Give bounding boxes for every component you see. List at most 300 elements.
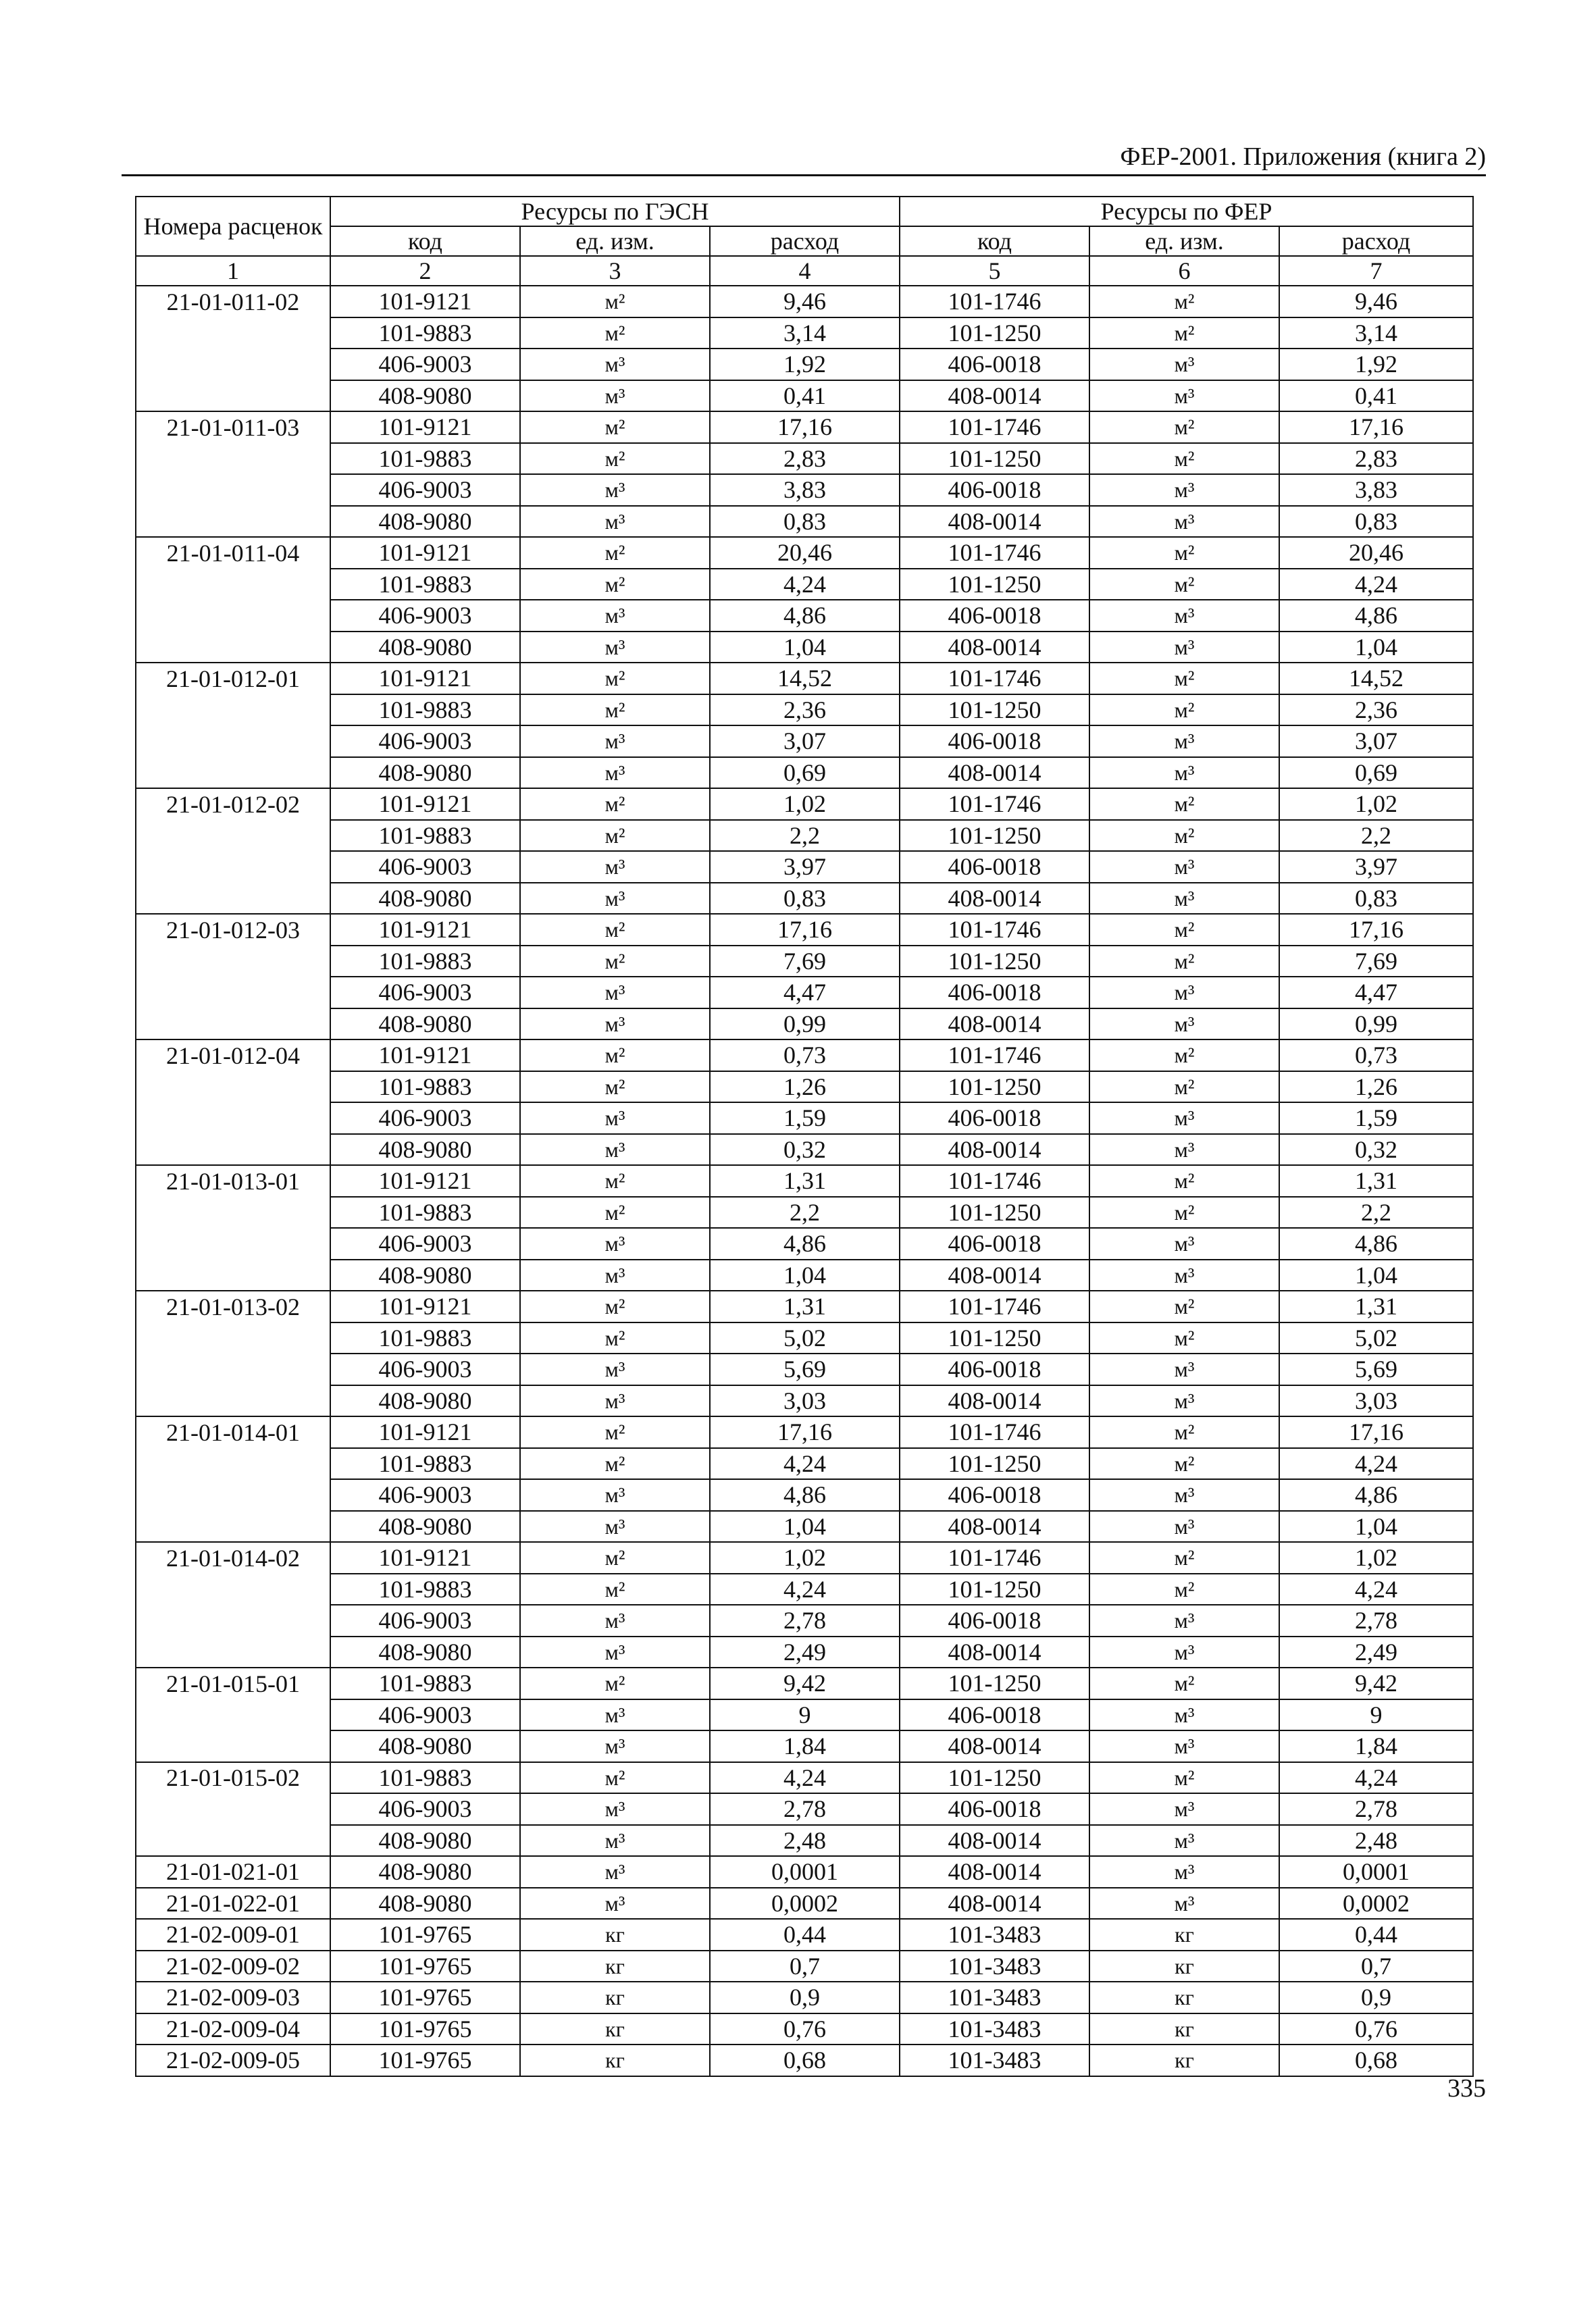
gesn-usage-cell: 1,04 <box>710 1260 900 1291</box>
gesn-code-cell: 408-9080 <box>330 1637 520 1668</box>
rate-number-cell <box>136 1699 330 1731</box>
gesn-code-cell: 101-9121 <box>330 537 520 569</box>
fer-code-cell: 101-3483 <box>900 2013 1089 2045</box>
rate-number-cell: 21-02-009-02 <box>136 1951 330 1982</box>
rate-number-cell <box>136 694 330 726</box>
fer-usage-cell: 1,02 <box>1279 788 1473 820</box>
fer-unit-cell: м² <box>1089 1574 1279 1605</box>
gesn-usage-cell: 14,52 <box>710 663 900 694</box>
fer-usage-cell: 2,48 <box>1279 1825 1473 1857</box>
header-fer-code: код <box>900 226 1089 256</box>
gesn-code-cell: 408-9080 <box>330 632 520 663</box>
gesn-code-cell: 101-9121 <box>330 1165 520 1197</box>
fer-code-cell: 101-3483 <box>900 1919 1089 1951</box>
fer-unit-cell: кг <box>1089 2045 1279 2076</box>
gesn-usage-cell: 0,69 <box>710 757 900 789</box>
fer-unit-cell: м² <box>1089 1071 1279 1103</box>
fer-code-cell: 101-1746 <box>900 1039 1089 1071</box>
table-row <box>136 349 1473 380</box>
gesn-usage-cell: 9,42 <box>710 1668 900 1699</box>
gesn-usage-cell: 1,59 <box>710 1102 900 1134</box>
fer-code-cell: 406-0018 <box>900 725 1089 757</box>
fer-usage-cell: 2,78 <box>1279 1605 1473 1637</box>
fer-usage-cell: 0,0001 <box>1279 1856 1473 1888</box>
gesn-unit-cell: м² <box>520 694 710 726</box>
gesn-code-cell: 408-9080 <box>330 883 520 915</box>
gesn-code-cell: 406-9003 <box>330 1228 520 1260</box>
column-number: 7 <box>1279 256 1473 286</box>
rate-number-cell <box>136 632 330 663</box>
fer-unit-cell: м² <box>1089 443 1279 475</box>
gesn-code-cell: 406-9003 <box>330 1605 520 1637</box>
gesn-usage-cell: 4,24 <box>710 569 900 600</box>
table-row <box>136 1511 1473 1543</box>
gesn-code-cell: 406-9003 <box>330 1479 520 1511</box>
rate-number-cell <box>136 380 330 412</box>
gesn-usage-cell: 0,44 <box>710 1919 900 1951</box>
fer-code-cell: 101-1250 <box>900 1574 1089 1605</box>
gesn-unit-cell: м² <box>520 1039 710 1071</box>
gesn-usage-cell: 1,02 <box>710 788 900 820</box>
table-row <box>136 1039 1473 1071</box>
fer-code-cell: 101-3483 <box>900 2045 1089 2076</box>
rate-number-cell: 21-01-012-02 <box>136 788 330 820</box>
gesn-usage-cell: 20,46 <box>710 537 900 569</box>
table-row <box>136 1542 1473 1574</box>
header-gesn: Ресурсы по ГЭСН <box>330 197 900 226</box>
fer-unit-cell: кг <box>1089 1951 1279 1982</box>
gesn-unit-cell: м² <box>520 1668 710 1699</box>
gesn-code-cell: 101-9765 <box>330 1982 520 2013</box>
gesn-unit-cell: м³ <box>520 1134 710 1166</box>
fer-unit-cell: м³ <box>1089 1730 1279 1762</box>
gesn-code-cell: 101-9883 <box>330 694 520 726</box>
gesn-unit-cell: кг <box>520 1982 710 2013</box>
fer-usage-cell: 0,76 <box>1279 2013 1473 2045</box>
fer-usage-cell: 4,24 <box>1279 1448 1473 1480</box>
gesn-usage-cell: 2,78 <box>710 1605 900 1637</box>
rate-number-cell <box>136 883 330 915</box>
fer-code-cell: 101-1746 <box>900 1291 1089 1322</box>
rate-number-cell: 21-02-009-03 <box>136 1982 330 2013</box>
gesn-usage-cell: 5,69 <box>710 1354 900 1385</box>
rate-number-cell <box>136 851 330 883</box>
header-rule <box>122 174 1486 176</box>
fer-usage-cell: 17,16 <box>1279 914 1473 946</box>
gesn-code-cell: 406-9003 <box>330 725 520 757</box>
fer-unit-cell: м³ <box>1089 1856 1279 1888</box>
gesn-code-cell: 406-9003 <box>330 474 520 506</box>
gesn-unit-cell: м³ <box>520 1511 710 1543</box>
gesn-usage-cell: 0,0001 <box>710 1856 900 1888</box>
fer-usage-cell: 17,16 <box>1279 411 1473 443</box>
gesn-usage-cell: 4,24 <box>710 1574 900 1605</box>
gesn-code-cell: 101-9883 <box>330 317 520 349</box>
gesn-usage-cell: 4,86 <box>710 1479 900 1511</box>
gesn-unit-cell: м³ <box>520 1605 710 1637</box>
table-row <box>136 1448 1473 1480</box>
gesn-unit-cell: м² <box>520 1291 710 1322</box>
fer-usage-cell: 1,31 <box>1279 1165 1473 1197</box>
table-row <box>136 1793 1473 1825</box>
gesn-unit-cell: м³ <box>520 1730 710 1762</box>
gesn-unit-cell: м³ <box>520 1260 710 1291</box>
fer-unit-cell: м³ <box>1089 1479 1279 1511</box>
gesn-unit-cell: м² <box>520 788 710 820</box>
gesn-unit-cell: кг <box>520 1951 710 1982</box>
table-row <box>136 632 1473 663</box>
rate-number-cell <box>136 1511 330 1543</box>
gesn-unit-cell: м³ <box>520 851 710 883</box>
fer-unit-cell: м³ <box>1089 1134 1279 1166</box>
gesn-usage-cell: 0,68 <box>710 2045 900 2076</box>
rate-number-cell <box>136 946 330 977</box>
table-row <box>136 506 1473 538</box>
rate-number-cell: 21-02-009-01 <box>136 1919 330 1951</box>
header-fer: Ресурсы по ФЕР <box>900 197 1473 226</box>
fer-code-cell: 406-0018 <box>900 474 1089 506</box>
header-fer-usage: расход <box>1279 226 1473 256</box>
fer-usage-cell: 4,24 <box>1279 1762 1473 1794</box>
fer-code-cell: 101-1250 <box>900 569 1089 600</box>
gesn-code-cell: 101-9121 <box>330 788 520 820</box>
table-row <box>136 1416 1473 1448</box>
fer-code-cell: 101-1250 <box>900 1668 1089 1699</box>
fer-unit-cell: м³ <box>1089 1793 1279 1825</box>
gesn-usage-cell: 2,2 <box>710 820 900 852</box>
gesn-unit-cell: м² <box>520 537 710 569</box>
gesn-code-cell: 406-9003 <box>330 1793 520 1825</box>
column-number: 2 <box>330 256 520 286</box>
rate-number-cell <box>136 569 330 600</box>
gesn-usage-cell: 0,9 <box>710 1982 900 2013</box>
gesn-code-cell: 101-9883 <box>330 1668 520 1699</box>
fer-usage-cell: 4,24 <box>1279 1574 1473 1605</box>
gesn-code-cell: 101-9883 <box>330 1071 520 1103</box>
gesn-unit-cell: м² <box>520 1762 710 1794</box>
rate-number-cell: 21-01-012-03 <box>136 914 330 946</box>
gesn-code-cell: 101-9121 <box>330 1542 520 1574</box>
gesn-code-cell: 408-9080 <box>330 1888 520 1920</box>
fer-unit-cell: м³ <box>1089 1385 1279 1417</box>
gesn-unit-cell: м³ <box>520 1856 710 1888</box>
fer-usage-cell: 0,68 <box>1279 2045 1473 2076</box>
gesn-unit-cell: м² <box>520 1322 710 1354</box>
header-rates: Номера расценок <box>136 197 330 256</box>
fer-unit-cell: м² <box>1089 1197 1279 1229</box>
gesn-usage-cell: 17,16 <box>710 411 900 443</box>
gesn-usage-cell: 17,16 <box>710 1416 900 1448</box>
gesn-usage-cell: 3,97 <box>710 851 900 883</box>
gesn-code-cell: 406-9003 <box>330 600 520 632</box>
fer-unit-cell: м³ <box>1089 1637 1279 1668</box>
fer-code-cell: 101-1746 <box>900 411 1089 443</box>
gesn-unit-cell: м³ <box>520 1793 710 1825</box>
fer-unit-cell: кг <box>1089 1982 1279 2013</box>
fer-usage-cell: 7,69 <box>1279 946 1473 977</box>
gesn-code-cell: 406-9003 <box>330 349 520 380</box>
column-number: 6 <box>1089 256 1279 286</box>
gesn-usage-cell: 1,92 <box>710 349 900 380</box>
gesn-usage-cell: 0,32 <box>710 1134 900 1166</box>
gesn-code-cell: 101-9121 <box>330 1291 520 1322</box>
fer-usage-cell: 9,42 <box>1279 1668 1473 1699</box>
fer-usage-cell: 0,41 <box>1279 380 1473 412</box>
gesn-usage-cell: 1,02 <box>710 1542 900 1574</box>
gesn-code-cell: 101-9765 <box>330 2045 520 2076</box>
rate-number-cell <box>136 1793 330 1825</box>
fer-unit-cell: м² <box>1089 1165 1279 1197</box>
gesn-usage-cell: 0,0002 <box>710 1888 900 1920</box>
fer-unit-cell: м² <box>1089 1039 1279 1071</box>
gesn-unit-cell: м² <box>520 1165 710 1197</box>
table-row <box>136 1134 1473 1166</box>
fer-code-cell: 406-0018 <box>900 1354 1089 1385</box>
table-row <box>136 569 1473 600</box>
fer-unit-cell: м³ <box>1089 725 1279 757</box>
table-row <box>136 1605 1473 1637</box>
fer-unit-cell: м³ <box>1089 1102 1279 1134</box>
fer-unit-cell: м³ <box>1089 1228 1279 1260</box>
gesn-code-cell: 101-9883 <box>330 1197 520 1229</box>
fer-usage-cell: 5,69 <box>1279 1354 1473 1385</box>
fer-code-cell: 406-0018 <box>900 1102 1089 1134</box>
fer-unit-cell: м² <box>1089 411 1279 443</box>
rate-number-cell <box>136 1260 330 1291</box>
column-number: 4 <box>710 256 900 286</box>
table-row <box>136 443 1473 475</box>
gesn-usage-cell: 1,84 <box>710 1730 900 1762</box>
gesn-code-cell: 408-9080 <box>330 380 520 412</box>
gesn-code-cell: 101-9883 <box>330 1762 520 1794</box>
fer-unit-cell: м² <box>1089 694 1279 726</box>
fer-code-cell: 406-0018 <box>900 1479 1089 1511</box>
gesn-unit-cell: м² <box>520 569 710 600</box>
rate-number-cell <box>136 1134 330 1166</box>
fer-usage-cell: 1,84 <box>1279 1730 1473 1762</box>
fer-code-cell: 101-1250 <box>900 1322 1089 1354</box>
gesn-code-cell: 101-9883 <box>330 1322 520 1354</box>
table-row <box>136 537 1473 569</box>
fer-code-cell: 408-0014 <box>900 632 1089 663</box>
rate-number-cell <box>136 1008 330 1040</box>
fer-unit-cell: м² <box>1089 1448 1279 1480</box>
rate-number-cell <box>136 1479 330 1511</box>
table-row <box>136 725 1473 757</box>
rate-number-cell: 21-01-011-03 <box>136 411 330 443</box>
fer-code-cell: 408-0014 <box>900 380 1089 412</box>
fer-usage-cell: 3,83 <box>1279 474 1473 506</box>
table-row <box>136 883 1473 915</box>
gesn-code-cell: 408-9080 <box>330 1856 520 1888</box>
gesn-unit-cell: кг <box>520 1919 710 1951</box>
rate-number-cell <box>136 1574 330 1605</box>
rate-number-cell <box>136 506 330 538</box>
fer-code-cell: 101-1250 <box>900 317 1089 349</box>
rate-number-cell <box>136 1605 330 1637</box>
rate-number-cell <box>136 1385 330 1417</box>
gesn-unit-cell: м² <box>520 1197 710 1229</box>
fer-usage-cell: 4,47 <box>1279 977 1473 1008</box>
fer-code-cell: 101-1250 <box>900 694 1089 726</box>
table-row <box>136 1637 1473 1668</box>
gesn-unit-cell: м² <box>520 411 710 443</box>
gesn-code-cell: 101-9883 <box>330 569 520 600</box>
gesn-usage-cell: 3,03 <box>710 1385 900 1417</box>
gesn-code-cell: 101-9765 <box>330 2013 520 2045</box>
fer-code-cell: 101-1250 <box>900 820 1089 852</box>
table-row <box>136 2013 1473 2045</box>
fer-usage-cell: 0,9 <box>1279 1982 1473 2013</box>
fer-unit-cell: м² <box>1089 1291 1279 1322</box>
table-row <box>136 1165 1473 1197</box>
fer-unit-cell: м³ <box>1089 1008 1279 1040</box>
fer-code-cell: 406-0018 <box>900 600 1089 632</box>
fer-unit-cell: м² <box>1089 1416 1279 1448</box>
gesn-unit-cell: м³ <box>520 1825 710 1857</box>
fer-code-cell: 101-1250 <box>900 1071 1089 1103</box>
fer-code-cell: 406-0018 <box>900 1605 1089 1637</box>
fer-unit-cell: м² <box>1089 1542 1279 1574</box>
fer-code-cell: 408-0014 <box>900 1856 1089 1888</box>
rate-number-cell: 21-02-009-05 <box>136 2045 330 2076</box>
fer-unit-cell: м³ <box>1089 883 1279 915</box>
gesn-usage-cell: 4,47 <box>710 977 900 1008</box>
gesn-usage-cell: 3,14 <box>710 317 900 349</box>
table-row <box>136 1102 1473 1134</box>
gesn-usage-cell: 4,24 <box>710 1762 900 1794</box>
gesn-unit-cell: м² <box>520 1071 710 1103</box>
gesn-usage-cell: 2,49 <box>710 1637 900 1668</box>
fer-usage-cell: 1,31 <box>1279 1291 1473 1322</box>
rate-number-cell: 21-01-022-01 <box>136 1888 330 1920</box>
rate-number-cell <box>136 1825 330 1857</box>
gesn-usage-cell: 2,2 <box>710 1197 900 1229</box>
fer-code-cell: 101-1250 <box>900 443 1089 475</box>
gesn-usage-cell: 0,76 <box>710 2013 900 2045</box>
header-gesn-code: код <box>330 226 520 256</box>
fer-code-cell: 101-1250 <box>900 1197 1089 1229</box>
fer-code-cell: 101-3483 <box>900 1951 1089 1982</box>
gesn-code-cell: 101-9883 <box>330 946 520 977</box>
gesn-unit-cell: м³ <box>520 1699 710 1731</box>
gesn-unit-cell: м³ <box>520 632 710 663</box>
table-row <box>136 1762 1473 1794</box>
fer-usage-cell: 4,86 <box>1279 1479 1473 1511</box>
fer-usage-cell: 1,02 <box>1279 1542 1473 1574</box>
gesn-code-cell: 408-9080 <box>330 757 520 789</box>
table-row <box>136 1888 1473 1920</box>
table-row <box>136 600 1473 632</box>
table-row <box>136 1354 1473 1385</box>
fer-unit-cell: м² <box>1089 788 1279 820</box>
gesn-code-cell: 408-9080 <box>330 1008 520 1040</box>
fer-code-cell: 408-0014 <box>900 1511 1089 1543</box>
column-number: 5 <box>900 256 1089 286</box>
gesn-usage-cell: 3,07 <box>710 725 900 757</box>
fer-code-cell: 101-1250 <box>900 1448 1089 1480</box>
fer-code-cell: 408-0014 <box>900 1730 1089 1762</box>
fer-usage-cell: 0,83 <box>1279 883 1473 915</box>
fer-unit-cell: м³ <box>1089 506 1279 538</box>
rate-number-cell <box>136 1071 330 1103</box>
gesn-unit-cell: м² <box>520 317 710 349</box>
gesn-code-cell: 408-9080 <box>330 1825 520 1857</box>
fer-code-cell: 408-0014 <box>900 1134 1089 1166</box>
table-row <box>136 946 1473 977</box>
table-row <box>136 757 1473 789</box>
fer-code-cell: 101-1746 <box>900 788 1089 820</box>
fer-usage-cell: 1,26 <box>1279 1071 1473 1103</box>
fer-code-cell: 406-0018 <box>900 1793 1089 1825</box>
gesn-unit-cell: м³ <box>520 1228 710 1260</box>
gesn-unit-cell: м³ <box>520 883 710 915</box>
rate-number-cell: 21-01-011-04 <box>136 537 330 569</box>
rate-number-cell <box>136 977 330 1008</box>
rate-number-cell <box>136 820 330 852</box>
gesn-usage-cell: 0,41 <box>710 380 900 412</box>
table-row <box>136 851 1473 883</box>
gesn-usage-cell: 4,24 <box>710 1448 900 1480</box>
gesn-usage-cell: 4,86 <box>710 1228 900 1260</box>
gesn-usage-cell: 9,46 <box>710 286 900 317</box>
rate-number-cell <box>136 1448 330 1480</box>
rate-number-cell: 21-01-015-01 <box>136 1668 330 1699</box>
table-row <box>136 286 1473 317</box>
table-row <box>136 1479 1473 1511</box>
gesn-unit-cell: м³ <box>520 725 710 757</box>
gesn-usage-cell: 1,31 <box>710 1291 900 1322</box>
gesn-usage-cell: 1,04 <box>710 1511 900 1543</box>
fer-unit-cell: м² <box>1089 1322 1279 1354</box>
fer-usage-cell: 1,04 <box>1279 632 1473 663</box>
table-row <box>136 914 1473 946</box>
fer-unit-cell: м³ <box>1089 977 1279 1008</box>
gesn-code-cell: 406-9003 <box>330 1354 520 1385</box>
resource-table <box>135 196 1474 2077</box>
rate-number-cell: 21-01-014-02 <box>136 1542 330 1574</box>
gesn-usage-cell: 5,02 <box>710 1322 900 1354</box>
fer-code-cell: 101-3483 <box>900 1982 1089 2013</box>
gesn-unit-cell: кг <box>520 2045 710 2076</box>
fer-unit-cell: м² <box>1089 663 1279 694</box>
table-row <box>136 1197 1473 1229</box>
fer-usage-cell: 2,2 <box>1279 820 1473 852</box>
fer-usage-cell: 0,32 <box>1279 1134 1473 1166</box>
fer-code-cell: 408-0014 <box>900 1008 1089 1040</box>
table-row <box>136 1071 1473 1103</box>
gesn-code-cell: 101-9883 <box>330 443 520 475</box>
fer-usage-cell: 0,44 <box>1279 1919 1473 1951</box>
table-row <box>136 1228 1473 1260</box>
fer-usage-cell: 1,04 <box>1279 1260 1473 1291</box>
rate-number-cell: 21-01-015-02 <box>136 1762 330 1794</box>
fer-usage-cell: 0,0002 <box>1279 1888 1473 1920</box>
gesn-code-cell: 101-9883 <box>330 1574 520 1605</box>
gesn-unit-cell: м³ <box>520 349 710 380</box>
gesn-usage-cell: 2,36 <box>710 694 900 726</box>
fer-usage-cell: 4,86 <box>1279 600 1473 632</box>
gesn-unit-cell: м³ <box>520 1479 710 1511</box>
table-row <box>136 474 1473 506</box>
rate-number-cell: 21-01-012-01 <box>136 663 330 694</box>
fer-unit-cell: м³ <box>1089 1511 1279 1543</box>
gesn-code-cell: 101-9121 <box>330 663 520 694</box>
rate-number-cell <box>136 757 330 789</box>
fer-unit-cell: м³ <box>1089 1888 1279 1920</box>
rate-number-cell <box>136 349 330 380</box>
table-row <box>136 1322 1473 1354</box>
